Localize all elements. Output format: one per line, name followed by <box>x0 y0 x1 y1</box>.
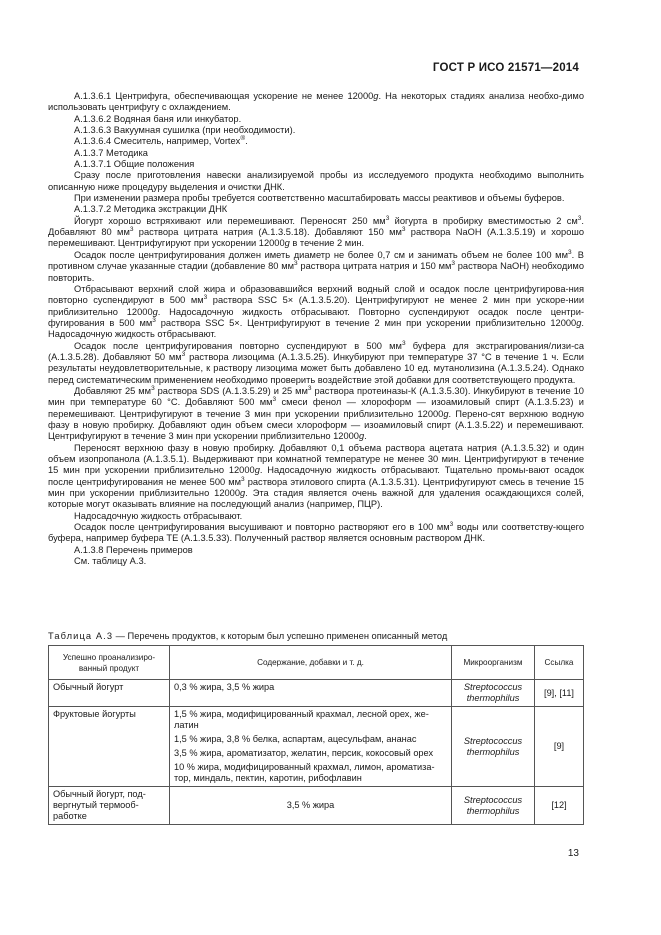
cell-contents <box>170 680 452 707</box>
superscript: ® <box>240 135 246 143</box>
column-header-organism: Микроорганизм <box>452 646 535 680</box>
text-run: воды или соответству-ющего буфера, например буфера TE (A.1.3.5.33). Полученный раствор является основным раствором ДНК. <box>48 522 585 544</box>
column-header-product: Успешно проанализиро-ванный продукт <box>49 646 170 680</box>
text-run: раствора протеиназы-К (A.1.3.5.30). Инкубируют в течение 10 мин при температуре 60 °С. Добавляют 500 мм <box>48 385 584 408</box>
body-paragraph <box>48 250 584 284</box>
text-run: . Надосадочную жидкость отбрасывают. <box>48 317 584 340</box>
body-paragraph <box>48 159 584 170</box>
text-run: Осадок после центрифугирования высушивают и повторно растворяют его в 100 мм <box>74 522 450 533</box>
text-run: Добавляют 25 мм <box>74 385 152 396</box>
text-run: A.1.3.6.4 Смеситель, например, Vortex <box>74 136 241 147</box>
body-paragraph <box>48 136 584 147</box>
text-run: Йогурт хорошо встряхивают или перемешивают. Переносят 250 мм <box>74 215 386 226</box>
table-row <box>49 787 584 825</box>
text-run: Переносят верхнюю фазу в новую пробирку. Добавляют 0,1 объема раствора ацетата натрия (A.1.3.5.32) и один объем изопропанола (A.1.3.5.1). Выдерживают при комнатной температуре не менее 30 мин. Центрифугируют в течение 15 мин при ускорении приблизительно 12000 <box>48 442 584 476</box>
superscript: 3 <box>294 260 298 268</box>
standard-header: ГОСТ Р ИСО 21571—2014 <box>432 62 579 74</box>
text-run: раствора SSC 5× (A.1.3.5.20). Центрифугируют не менее 2 мин при ускоре-нии приблизительно 12000 <box>48 295 585 317</box>
table-row <box>49 680 584 707</box>
text-run: Надосадочную жидкость отбрасывают. <box>74 510 243 521</box>
superscript: 3 <box>401 226 406 234</box>
cell-organism: Streptococcus thermophilus <box>452 787 535 825</box>
cell-contents <box>170 787 452 825</box>
body-paragraph <box>48 204 584 215</box>
superscript: 3 <box>152 316 156 324</box>
body-paragraph <box>48 284 584 341</box>
italic-run: g <box>373 91 379 101</box>
body-paragraph <box>48 556 584 567</box>
text-run: A.1.3.6.3 Вакуумная сушилка (при необходимости). <box>74 125 296 136</box>
cell-organism: Streptococcus thermophilus <box>452 707 535 787</box>
body-paragraph <box>48 148 584 159</box>
body-paragraph <box>48 193 584 204</box>
text-run: раствора SSC 5×. Центрифугируют в течение 2 мин при ускорении приблизительно 12000 <box>155 317 577 328</box>
italic-run: g <box>284 238 290 249</box>
text-run: См. таблицу A.3. <box>74 556 147 567</box>
cell-organism: Streptococcus thermophilus <box>452 680 535 707</box>
body-paragraph <box>48 125 584 136</box>
italic-run: g <box>576 317 582 328</box>
text-run: . <box>364 431 367 442</box>
body-paragraph <box>48 341 584 386</box>
table-row <box>49 707 584 787</box>
italic-run: g <box>443 408 449 419</box>
text-run: раствора цитрата натрия (A.1.3.5.18). Добавляют 150 мм <box>133 227 402 238</box>
text-run: раствора SDS (A.1.3.5.29) и 25 мм <box>154 385 308 396</box>
text-run: . <box>245 136 248 147</box>
superscript: 3 <box>151 384 155 392</box>
superscript: 3 <box>401 339 406 347</box>
contents-line: 3,5 % жира <box>286 800 335 810</box>
superscript: 3 <box>203 294 208 302</box>
superscript: 3 <box>451 260 455 268</box>
contents-line: 3,5 % жира, ароматизатор, желатин, персик, кокосовый орех <box>174 748 434 758</box>
cell-reference: [12] <box>535 787 584 825</box>
table-caption-text: — Перечень продуктов, к которым был успешно применен описанный метод <box>113 631 448 641</box>
contents-line: 1,5 % жира, 3,8 % белка, аспартам, ацесульфам, ананас <box>174 734 417 744</box>
body-paragraph <box>48 545 584 556</box>
column-header-contents: Содержание, добавки и т. д. <box>170 646 452 680</box>
italic-run: g <box>152 306 158 317</box>
text-run: A.1.3.7.2 Методика экстракции ДНК <box>74 204 228 215</box>
text-run: . В противном случае указанные стадии (добавление 80 мм <box>48 249 584 272</box>
text-run: в течение 2 мин. <box>289 238 365 249</box>
text-run: . Надосадочную жидкость отбрасывают. Повторно суспендируют осадок после центри-фугирования в 500 мм <box>48 306 585 328</box>
body-paragraph <box>48 114 584 125</box>
cell-product: Обычный йогурт, под-вергнутый термооб-работке <box>49 787 170 825</box>
text-run: . Добавляют 80 мм <box>48 215 584 238</box>
superscript: 3 <box>577 214 582 222</box>
superscript: 3 <box>129 226 134 234</box>
text-run: раствора лизоцима (A.1.3.5.25). Инкубируют при температуре 37 °С в течение 1 ч. Если результаты неудовлетворительные, к раствору лизоцима может быть добавлено 10 ед. мутанолизина (A.1.3.5.24). Однако перед систематическим применением необходимо проверить воздействие этой добавки для соответствующего продукта. <box>48 351 584 385</box>
superscript: 3 <box>272 396 277 404</box>
italic-run: g <box>254 465 260 476</box>
body-paragraph <box>48 91 584 114</box>
superscript: 3 <box>307 384 312 392</box>
contents-line: 1,5 % жира, модифицированный крахмал, лесной орех, же-латин <box>174 709 429 730</box>
italic-run: g <box>240 488 246 499</box>
text-run: Осадок после центрифугирования должен иметь диаметр не более 0,7 см и занимать объем не более 100 мм <box>74 249 568 260</box>
superscript: 3 <box>449 520 454 528</box>
text-run: раствора цитрата натрия и 150 мм <box>297 261 452 272</box>
cell-contents <box>170 707 452 787</box>
cell-product: Фруктовые йогурты <box>49 707 170 787</box>
text-run: A.1.3.6.1 Центрифуга, обеспечивающая ускорение не менее 12000 <box>74 91 374 101</box>
body-paragraph <box>48 511 584 522</box>
text-run: раствора NaOH (A.1.3.5.19) и хорошо перемешивают. Центрифугируют при ускорении 12000 <box>48 227 584 249</box>
text-run: . Надосадочную жидкость отбрасывают. Тщательно промы-вают осадок после центрифугирования не менее 500 мм <box>48 465 585 487</box>
document-body <box>48 91 584 567</box>
superscript: 3 <box>241 475 245 483</box>
superscript: 3 <box>385 214 390 222</box>
cell-reference: [9] <box>535 707 584 787</box>
superscript: 3 <box>181 350 186 358</box>
text-run: Сразу после приготовления навески анализируемой пробы из исследуемого продукта необходимо выполнить описанную ниже процедуру выделения и очистки ДНК. <box>48 170 584 192</box>
text-run: раствора этилового спирта (A.1.3.5.31). Центрифугируют смесь в течение 15 мин при ускорении приблизительно 12000 <box>48 476 584 499</box>
column-header-reference: Ссылка <box>535 646 584 680</box>
cell-reference: [9], [11] <box>535 680 584 707</box>
text-run: A.1.3.7.1 Общие положения <box>74 159 195 170</box>
text-run: Отбрасывают верхний слой жира и образовавшийся верхний водный слой и осадок после центрифугирова-ния повторно суспендируют в 500 мм <box>48 283 584 306</box>
text-run: . Эта стадия является очень важной для удаления осаждающихся солей, которые могут оказывать влияние на последующий анализ (например, ПЦР). <box>48 488 584 510</box>
body-paragraph <box>48 443 584 511</box>
products-table <box>48 645 584 825</box>
contents-line: 0,3 % жира, 3,5 % жира <box>174 682 275 692</box>
text-run: буфера для экстрагирования/лизи-са (A.1.3.5.28). Добавляют 50 мм <box>48 340 584 362</box>
body-paragraph <box>48 386 584 443</box>
text-run: A.1.3.8 Перечень примеров <box>74 544 193 555</box>
italic-run: g <box>358 431 365 442</box>
text-run: раствора NaOH) необходимо повторить. <box>48 261 584 283</box>
text-run: A.1.3.6.2 Водяная баня или инкубатор. <box>74 113 242 124</box>
table-caption <box>48 631 584 642</box>
table-header-row <box>49 646 584 680</box>
text-run: При изменении размера пробы требуется соответственно масштабировать массы реактивов и объемы буферов. <box>74 193 565 204</box>
contents-line: 10 % жира, модифицированный крахмал, лимон, ароматиза-тор, миндаль, пектин, каротин, рибофлавин <box>174 762 435 783</box>
cell-product: Обычный йогурт <box>49 680 170 707</box>
text-run: . Перено-сят верхнюю водную фазу в новую пробирку. Добавляют один объем смеси хлороформ — изоамиловый спирт (A.1.3.5.22) и перемешивают. Центрифугируют в течение 3 мин при ускорении приблизительно 12000 <box>48 408 584 442</box>
text-run: . На некоторых стадиях анализа необхо-димо использовать центрифугу с охлаждением. <box>48 91 584 113</box>
text-run: йогурта в пробирку вместимостью 2 см <box>389 215 578 226</box>
text-run: Осадок после центрифугирования повторно суспендируют в 500 мм <box>74 340 402 351</box>
superscript: 3 <box>567 248 572 256</box>
text-run: смеси фенол — хлороформ — изоамиловый спирт (A.1.3.5.23) и перемешивают. Центрифугируют в течение 3 мин при ускорении приблизительно 12000 <box>48 397 584 419</box>
body-paragraph <box>48 170 584 193</box>
body-paragraph <box>48 216 584 250</box>
text-run: A.1.3.7 Методика <box>74 147 148 158</box>
table-caption-label: Таблица A.3 <box>48 631 114 641</box>
page-number: 13 <box>567 848 579 859</box>
body-paragraph <box>48 522 584 545</box>
